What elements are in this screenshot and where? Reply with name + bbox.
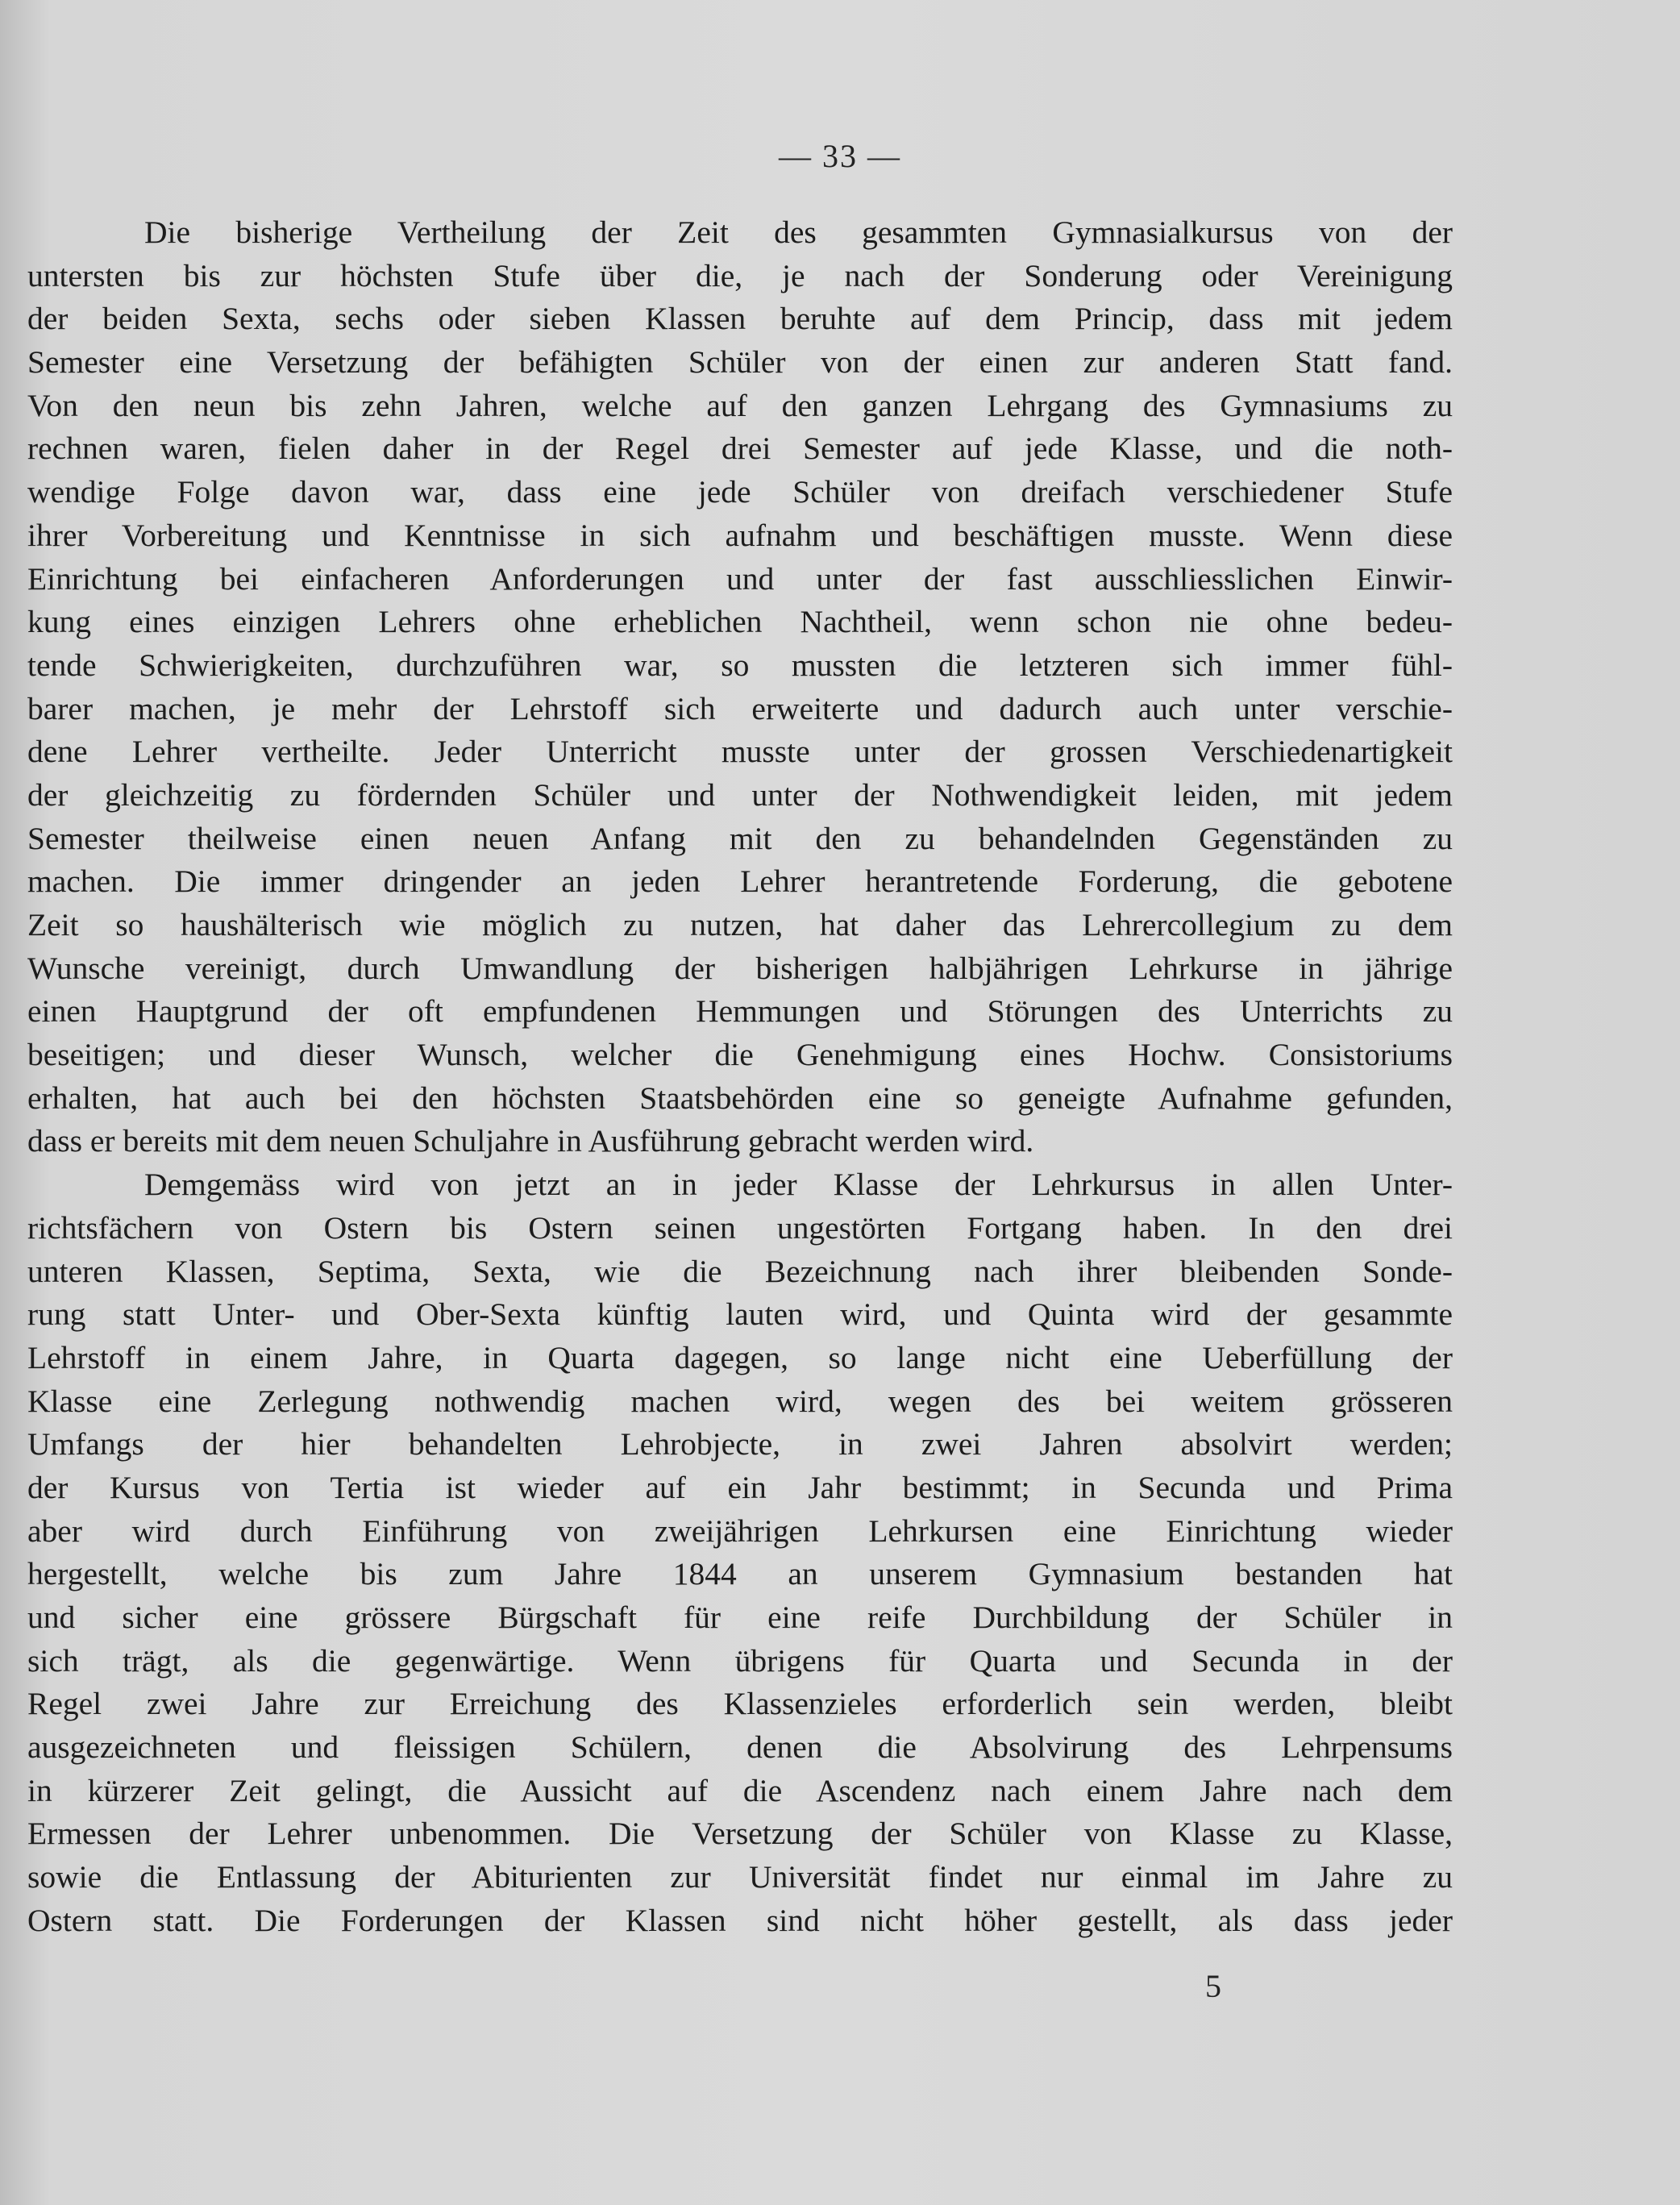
text-line: und sicher eine grössere Bürgschaft für eine reife Durchbildung der Schüler in — [27, 1600, 1453, 1635]
text-line: sich trägt, als die gegenwärtige. Wenn übrigens für Quarta und Secunda in der — [27, 1642, 1453, 1679]
text-line: Klasse eine Zerlegung nothwendig machen wird, wegen des bei weitem grösseren — [27, 1383, 1453, 1419]
text-line: dass er bereits mit dem neuen Schuljahre in Ausführung gebracht werden wird. — [27, 1123, 1034, 1159]
text-line: richtsfächern von Ostern bis Ostern seinen ungestörten Fortgang haben. In den drei — [27, 1209, 1453, 1246]
text-line: kung eines einzigen Lehrers ohne erheblichen Nachtheil, wenn schon nie ohne bedeu- — [27, 604, 1453, 640]
text-line: Wunsche vereinigt, durch Umwandlung der bisherigen halbjährigen Lehrkurse in jährige — [27, 950, 1453, 986]
signature-mark: 5 — [1205, 1968, 1221, 2004]
text-line: beseitigen; und dieser Wunsch, welcher die Genehmigung eines Hochw. Consistoriums — [27, 1037, 1453, 1073]
text-line: ausgezeichneten und fleissigen Schülern, denen die Absolvirung des Lehrpensums — [27, 1729, 1453, 1766]
text-line: tende Schwierigkeiten, durchzuführen war, so mussten die letzteren sich immer fühl- — [27, 647, 1453, 683]
page-number: — 33 — — [779, 138, 901, 174]
text-line: rung statt Unter- und Ober-Sexta künftig lauten wird, und Quinta wird der gesammte — [27, 1296, 1453, 1333]
text-line: in kürzerer Zeit gelingt, die Aussicht auf die Ascendenz nach einem Jahre nach dem — [27, 1772, 1453, 1808]
text-line: Demgemäss wird von jetzt an in jeder Klasse der Lehrkursus in allen Unter- — [144, 1167, 1453, 1203]
text-line: der gleichzeitig zu fördernden Schüler und unter der Nothwendigkeit leiden, mit jedem — [27, 776, 1453, 813]
text-line: Regel zwei Jahre zur Erreichung des Klassenzieles erforderlich sein werden, bleibt — [27, 1686, 1453, 1722]
text-line: Semester eine Versetzung der befähigten Schüler von der einen zur anderen Statt fand. — [27, 344, 1453, 381]
text-line: Lehrstoff in einem Jahre, in Quarta dagegen, so lange nicht eine Ueberfüllung der — [27, 1339, 1453, 1375]
body-text — [27, 211, 1453, 1943]
text-line: ihrer Vorbereitung und Kenntnisse in sich aufnahm und beschäftigen musste. Wenn diese — [27, 517, 1453, 553]
text-line: Ostern statt. Die Forderungen der Klassen sind nicht höher gestellt, als dass jeder — [27, 1902, 1453, 1938]
text-line: Ermessen der Lehrer unbenommen. Die Versetzung der Schüler von Klasse zu Klasse, — [27, 1816, 1453, 1852]
text-line: Semester theilweise einen neuen Anfang mit den zu behandelnden Gegenständen zu — [27, 820, 1453, 856]
text-line: hergestellt, welche bis zum Jahre 1844 an unserem Gymnasium bestanden hat — [27, 1556, 1453, 1592]
text-line: erhalten, hat auch bei den höchsten Staatsbehörden eine so geneigte Aufnahme gefunden, — [27, 1080, 1453, 1116]
text-line: unteren Klassen, Septima, Sexta, wie die Bezeichnung nach ihrer bleibenden Sonde- — [27, 1253, 1453, 1289]
text-line: wendige Folge davon war, dass eine jede Schüler von dreifach verschiedener Stufe — [27, 474, 1453, 510]
text-line: sowie die Entlassung der Abiturienten zur Universität findet nur einmal im Jahre zu — [27, 1859, 1453, 1895]
text-line: der Kursus von Tertia ist wieder auf ein Jahr bestimmt; in Secunda und Prima — [27, 1469, 1453, 1505]
text-line: Von den neun bis zehn Jahren, welche auf den ganzen Lehrgang des Gymnasiums zu — [27, 387, 1453, 423]
text-line: Die bisherige Vertheilung der Zeit des gesammten Gymnasialkursus von der — [144, 214, 1453, 250]
text-line: Einrichtung bei einfacheren Anforderungen und unter der fast ausschliesslichen Einwir- — [27, 560, 1453, 597]
text-line: untersten bis zur höchsten Stufe über die, je nach der Sonderung oder Vereinigung — [27, 257, 1453, 293]
text-line: dene Lehrer vertheilte. Jeder Unterricht musste unter der grossen Verschiedenartigkeit — [27, 734, 1453, 770]
text-line: aber wird durch Einführung von zweijährigen Lehrkursen eine Einrichtung wieder — [27, 1512, 1453, 1549]
text-line: machen. Die immer dringender an jeden Lehrer herantretende Forderung, die gebotene — [27, 863, 1453, 900]
text-line: barer machen, je mehr der Lehrstoff sich erweiterte und dadurch auch unter verschie- — [27, 690, 1453, 726]
text-line: der beiden Sexta, sechs oder sieben Klassen beruhte auf dem Princip, dass mit jedem — [27, 301, 1453, 337]
text-line: Zeit so haushälterisch wie möglich zu nutzen, hat daher das Lehrercollegium zu dem — [27, 907, 1453, 942]
text-line: rechnen waren, fielen daher in der Regel drei Semester auf jede Klasse, und die noth- — [27, 431, 1453, 467]
text-line: Umfangs der hier behandelten Lehrobjecte, in zwei Jahren absolvirt werden; — [27, 1426, 1453, 1462]
text-line: einen Hauptgrund der oft empfundenen Hemmungen und Störungen des Unterrichts zu — [27, 993, 1453, 1030]
